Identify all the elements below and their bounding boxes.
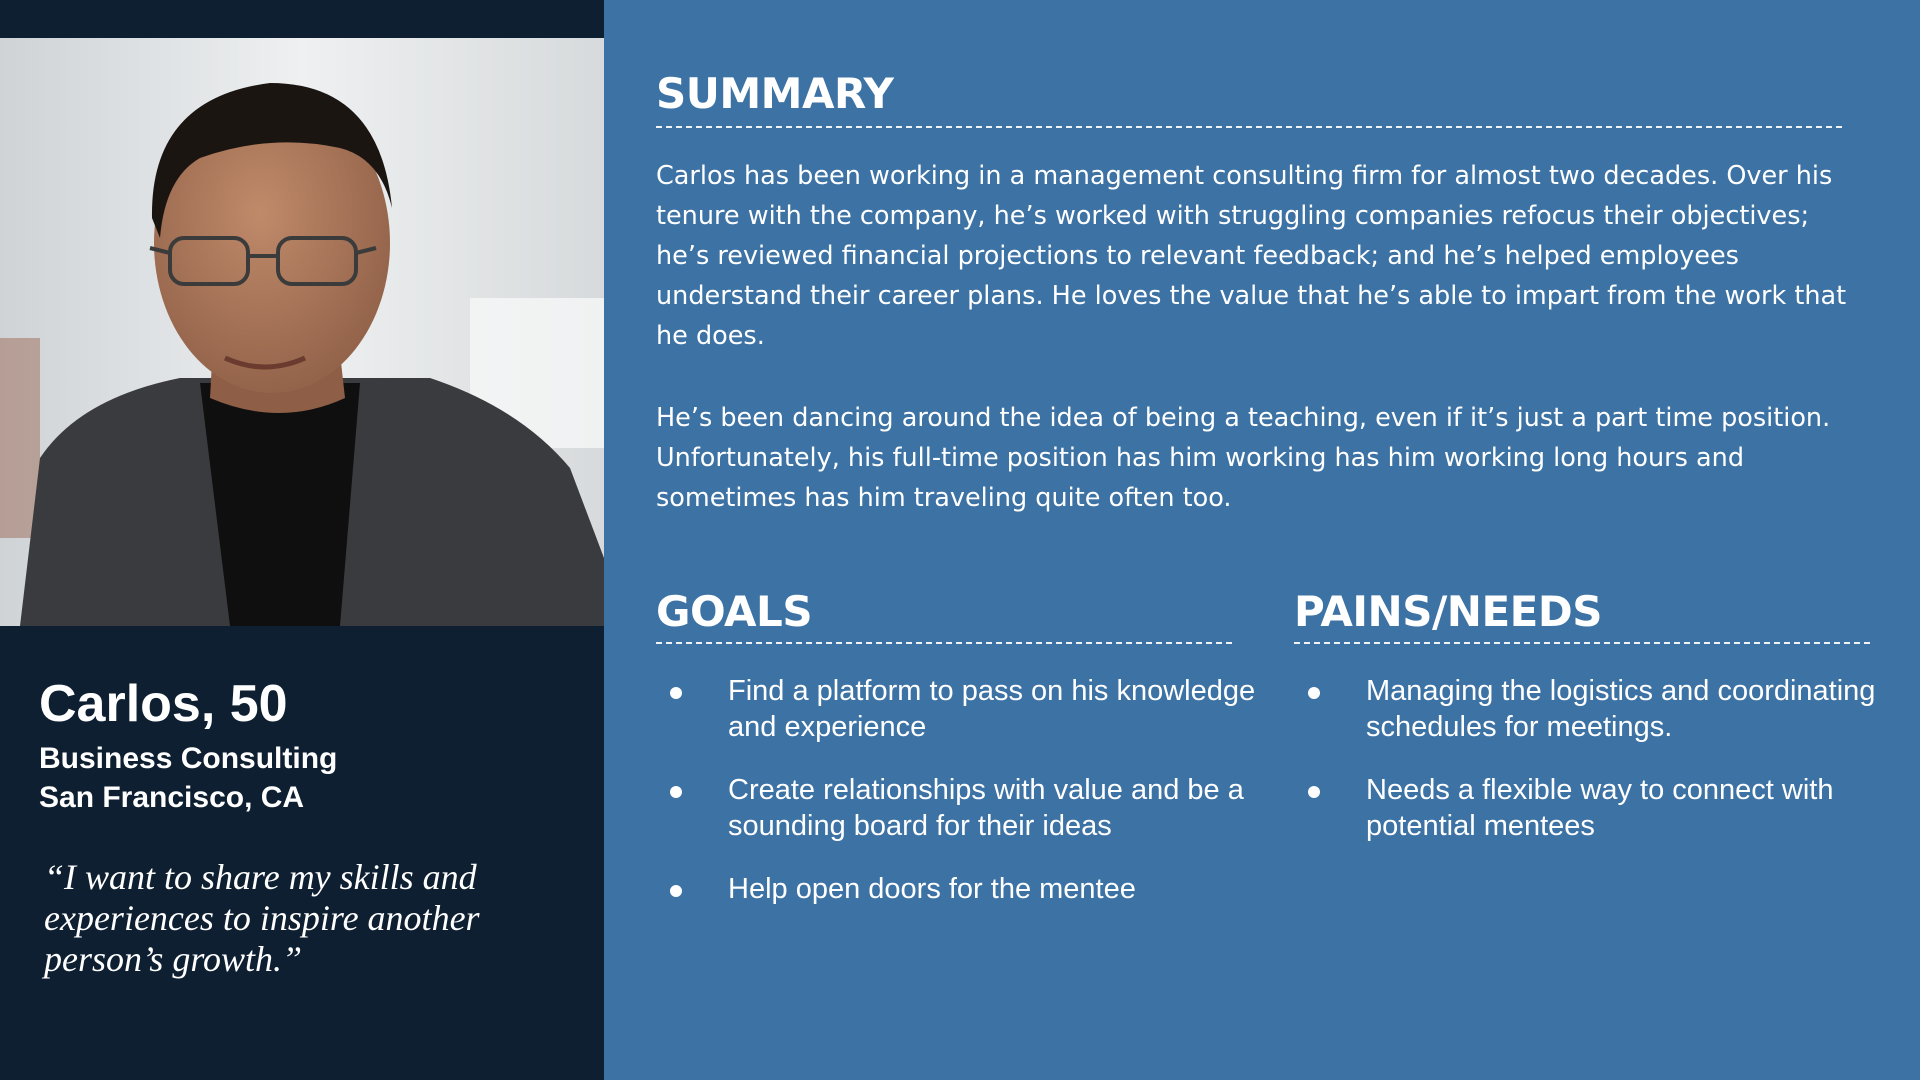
goals-list: [656, 673, 1256, 934]
bullet-icon: [670, 885, 682, 897]
summary-paragraph: He’s been dancing around the idea of being a teaching, even if it’s just a part time position. Unfortunately, his full-time position has him working has him working long hours and sometimes has him traveling quite often too.: [656, 403, 1831, 513]
goals-title: GOALS: [656, 587, 813, 636]
pains-needs-divider: [1294, 642, 1870, 644]
goal-text: Find a platform to pass on his knowledge and experience: [728, 675, 1256, 743]
pain-need-text: Needs a flexible way to connect with potential mentees: [1366, 774, 1834, 842]
persona-photo: [0, 38, 604, 626]
goals-divider: [656, 642, 1232, 644]
persona-profile-panel: [0, 0, 604, 1080]
bullet-icon: [670, 786, 682, 798]
bullet-icon: [1308, 687, 1320, 699]
summary-divider: [656, 126, 1842, 128]
goals-list-item: [656, 673, 1256, 745]
pain-need-text: Managing the logistics and coordinating schedules for meetings.: [1366, 675, 1876, 743]
persona-location: San Francisco, CA: [39, 781, 305, 814]
summary-body: [656, 156, 1856, 560]
pains-needs-title: PAINS/NEEDS: [1294, 587, 1602, 636]
goal-text: Create relationships with value and be a sounding board for their ideas: [728, 774, 1244, 842]
bullet-icon: [670, 687, 682, 699]
summary-paragraph: Carlos has been working in a management consulting firm for almost two decades. Over his tenure with the company, he’s worked with struggling companies refocus their objectives; he’s reviewed financial projections to relevant feedback; and he’s helped employees understand their career plans. He loves the value that he’s able to impart from the work that he does.: [656, 161, 1847, 351]
pains-needs-list-item: [1294, 673, 1894, 745]
goals-list-item: [656, 871, 1256, 907]
persona-quote: “I want to share my skills and experiences to inspire another person’s growth.”: [44, 857, 480, 979]
pains-needs-list: [1294, 673, 1894, 871]
persona-name-age: Carlos, 50: [39, 675, 288, 733]
goal-text: Help open doors for the mentee: [728, 873, 1136, 905]
pains-needs-list-item: [1294, 772, 1894, 844]
goals-list-item: [656, 772, 1256, 844]
summary-title: SUMMARY: [656, 69, 894, 118]
persona-portrait-image: [0, 38, 604, 626]
persona-occupation: Business Consulting: [39, 742, 338, 775]
bullet-icon: [1308, 786, 1320, 798]
